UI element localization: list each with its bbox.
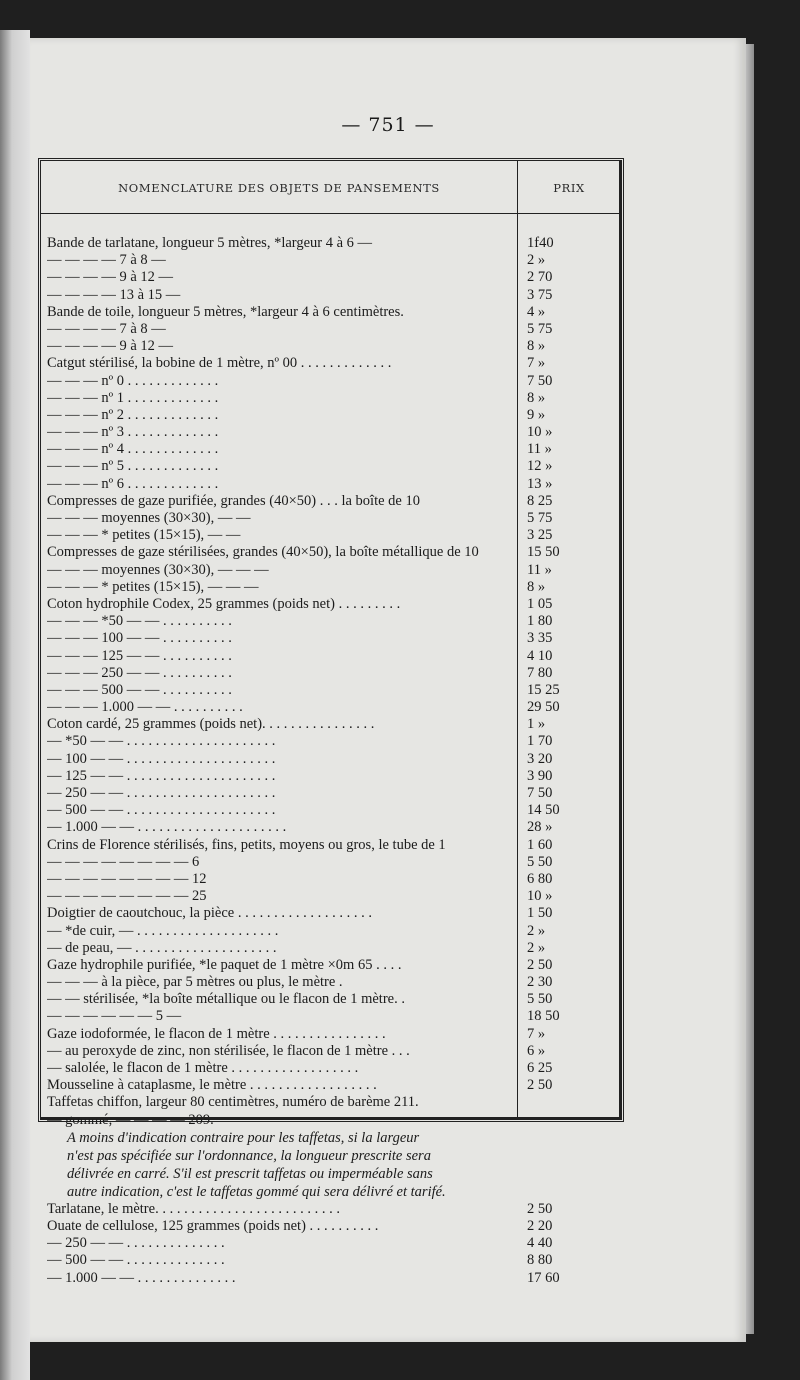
item-description: Taffetas chiffon, largeur 80 centimètres, numéro de barème 211.: [47, 1094, 419, 1111]
table-row: [47, 768, 617, 785]
item-description: — 500 — — . . . . . . . . . . . . . .: [47, 1252, 225, 1269]
item-price: 3 35: [527, 630, 553, 647]
item-description: Crins de Florence stérilisés, fins, petits, moyens ou gros, le tube de 1: [47, 836, 446, 853]
item-description: Doigtier de caoutchouc, la pièce . . . . . . . . . . . . . . . . . . .: [47, 905, 372, 922]
item-description: — 1.000 — — . . . . . . . . . . . . . .: [47, 1269, 236, 1286]
item-price: 2 20: [527, 1217, 553, 1234]
item-price: 1 70: [527, 733, 553, 750]
item-description: — — — moyennes (30×30), — — —: [47, 561, 269, 578]
table-row: [47, 1060, 617, 1077]
item-description: — — — — — — — — 25: [47, 888, 207, 905]
item-description: — — — — — — — — 6: [47, 853, 200, 870]
item-price: 1 50: [527, 905, 553, 922]
table-row: [47, 458, 617, 475]
item-description: — 500 — — . . . . . . . . . . . . . . . . . . . . .: [47, 802, 276, 819]
table-row: [47, 1235, 617, 1252]
table-row: [47, 819, 617, 836]
item-price: 8 »: [527, 578, 546, 595]
item-price: 3 20: [527, 750, 553, 767]
item-price: 10 »: [527, 424, 553, 441]
table-row: [47, 373, 617, 390]
item-price: 3 75: [527, 286, 553, 303]
item-description: Ouate de cellulose, 125 grammes (poids net) . . . . . . . . . .: [47, 1217, 379, 1234]
table-row: [47, 854, 617, 871]
table-row: [47, 1026, 617, 1043]
item-description: — de peau, — . . . . . . . . . . . . . . . . . . . .: [47, 939, 277, 956]
item-description: A moins d'indication contraire pour les taffetas, si la largeur: [67, 1129, 420, 1146]
table-row: [47, 957, 617, 974]
item-description: — — — 500 — — . . . . . . . . . .: [47, 681, 232, 698]
item-price: 15 50: [527, 544, 560, 561]
table-row: [47, 648, 617, 665]
item-price: 8 25: [527, 492, 553, 509]
item-description: — — — nº 5 . . . . . . . . . . . . .: [47, 458, 219, 475]
table-row: [47, 733, 617, 750]
table-row: [47, 630, 617, 647]
item-price: 18 50: [527, 1008, 560, 1025]
item-description: Coton cardé, 25 grammes (poids net). . . . . . . . . . . . . . . .: [47, 716, 375, 733]
item-description: Compresses de gaze purifiée, grandes (40×50) . . . la boîte de 10: [47, 492, 420, 509]
item-price: 10 »: [527, 888, 553, 905]
item-description: — — — * petites (15×15), — — —: [47, 578, 259, 595]
item-description: — au peroxyde de zinc, non stérilisée, le flacon de 1 mètre . . .: [47, 1042, 410, 1059]
table-row: [47, 1043, 617, 1060]
item-price: 7 »: [527, 1025, 546, 1042]
item-price: 2 »: [527, 939, 546, 956]
table-row: [47, 665, 617, 682]
table-row: [47, 1008, 617, 1025]
note-line: [47, 1183, 617, 1201]
item-description: — — — — 7 à 8 —: [47, 320, 166, 337]
table-row: [47, 579, 617, 596]
item-price: 8 »: [527, 338, 546, 355]
table-row: [47, 510, 617, 527]
table-row: [47, 287, 617, 304]
table-row: [47, 441, 617, 458]
table-row: [47, 407, 617, 424]
item-description: — — — — — — — — 12: [47, 870, 207, 887]
table-row: [47, 544, 617, 561]
item-description: — — — — 7 à 8 —: [47, 252, 166, 269]
item-price: 2 50: [527, 1077, 553, 1094]
item-description: — salolée, le flacon de 1 mètre . . . . . . . . . . . . . . . . . .: [47, 1060, 359, 1076]
item-price: 12 »: [527, 458, 553, 475]
item-price: 17 60: [527, 1269, 560, 1286]
table-row: [47, 802, 617, 819]
item-price: 4 »: [527, 303, 546, 320]
item-description: — 125 — — . . . . . . . . . . . . . . . . . . . . .: [47, 767, 276, 784]
table-row: [47, 1252, 617, 1269]
item-description: — — — 125 — — . . . . . . . . . .: [47, 647, 232, 664]
item-price: 2 50: [527, 1200, 553, 1217]
item-description: Catgut stérilisé, la bobine de 1 mètre, nº 00 . . . . . . . . . . . . .: [47, 355, 392, 372]
page-number: — 751 —: [341, 114, 435, 136]
table-row: [47, 1270, 617, 1287]
item-price: 1f40: [527, 235, 554, 251]
item-description: Gaze hydrophile purifiée, *le paquet de 1 mètre ×0m 65 . . . .: [47, 956, 402, 973]
item-description: — — — *50 — — . . . . . . . . . .: [47, 613, 232, 630]
item-description: — — — nº 4 . . . . . . . . . . . . .: [47, 441, 219, 458]
table-row: [47, 837, 617, 854]
item-price: 13 »: [527, 475, 553, 492]
item-price: 2 30: [527, 974, 553, 991]
item-price: 7 50: [527, 785, 553, 801]
item-price: 6 25: [527, 1060, 553, 1076]
item-description: Bande de tarlatane, longueur 5 mètres, *largeur 4 à 6 —: [47, 235, 373, 251]
item-price: 1 05: [527, 595, 553, 612]
table-row: [47, 905, 617, 922]
item-description: — — — nº 3 . . . . . . . . . . . . .: [47, 424, 219, 441]
table-row: [47, 527, 617, 544]
table-row: [47, 785, 617, 802]
item-description: — — stérilisée, *la boîte métallique ou le flacon de 1 mètre. .: [47, 991, 405, 1008]
table-row: [47, 476, 617, 493]
column-header-nomenclature: NOMENCLATURE DES OBJETS DE PANSEMENTS: [118, 181, 440, 195]
table-row: [47, 1201, 617, 1218]
item-description: Gaze iodoformée, le flacon de 1 mètre . . . . . . . . . . . . . . . .: [47, 1025, 386, 1042]
item-price: 3 90: [527, 767, 553, 784]
table-row: [47, 493, 617, 510]
page-edge-shadow: [746, 44, 754, 1334]
table-row: [47, 1112, 617, 1129]
table-row: [47, 269, 617, 286]
table-body: [47, 235, 617, 1287]
item-price: 28 »: [527, 819, 553, 836]
item-description: — — — — 9 à 12 —: [47, 338, 174, 355]
item-price: 11 »: [527, 441, 552, 458]
note-line: [47, 1129, 617, 1147]
item-price: 9 »: [527, 406, 546, 423]
item-price: 5 75: [527, 510, 553, 526]
item-description: n'est pas spécifiée sur l'ordonnance, la longueur prescrite sera: [67, 1147, 431, 1164]
item-price: 2 70: [527, 269, 553, 286]
table-row: [47, 974, 617, 991]
item-description: — 100 — — . . . . . . . . . . . . . . . . . . . . .: [47, 750, 276, 767]
item-price: 4 40: [527, 1235, 553, 1252]
item-description: — — — — — — 5 —: [47, 1008, 182, 1025]
item-description: — — — 100 — — . . . . . . . . . .: [47, 630, 232, 647]
item-description: autre indication, c'est le taffetas gommé qui sera délivré et tarifé.: [67, 1183, 446, 1200]
item-price: 8 »: [527, 389, 546, 406]
item-description: — — — 250 — — . . . . . . . . . .: [47, 664, 232, 681]
header-divider: [41, 213, 621, 214]
table-row: [47, 596, 617, 613]
table-row: [47, 871, 617, 888]
table-row: [47, 888, 617, 905]
table-row: [47, 1077, 617, 1094]
table-row: [47, 562, 617, 579]
facing-page-edge: [0, 30, 30, 1380]
item-price: 2 50: [527, 956, 553, 973]
item-price: 5 50: [527, 991, 553, 1008]
item-price: 6 80: [527, 870, 553, 887]
item-description: — — — — 9 à 12 —: [47, 269, 174, 286]
item-description: Compresses de gaze stérilisées, grandes (40×50), la boîte métallique de 10: [47, 544, 479, 561]
table-row: [47, 321, 617, 338]
item-price: 1 »: [527, 716, 546, 733]
item-price: 2 »: [527, 922, 546, 939]
table-row: [47, 424, 617, 441]
item-description: — — — nº 6 . . . . . . . . . . . . .: [47, 475, 219, 492]
item-description: Tarlatane, le mètre. . . . . . . . . . . . . . . . . . . . . . . . . .: [47, 1200, 340, 1217]
table-row: [47, 1094, 617, 1111]
table-row: [47, 355, 617, 372]
item-price: 14 50: [527, 802, 560, 819]
table-row: [47, 682, 617, 699]
table-row: [47, 390, 617, 407]
table-row: [47, 923, 617, 940]
column-header-prix: PRIX: [553, 181, 585, 195]
item-description: — *50 — — . . . . . . . . . . . . . . . . . . . . .: [47, 733, 276, 750]
item-price: 7 80: [527, 664, 553, 681]
item-description: — — — à la pièce, par 5 mètres ou plus, le mètre .: [47, 974, 343, 991]
item-price: 1 60: [527, 836, 553, 853]
item-description: — 1.000 — — . . . . . . . . . . . . . . . . . . . . .: [47, 819, 287, 836]
item-price: 6 »: [527, 1042, 546, 1059]
item-price: 8 80: [527, 1252, 553, 1269]
item-description: — *de cuir, — . . . . . . . . . . . . . . . . . . . .: [47, 922, 279, 939]
table-row: [47, 699, 617, 716]
item-description: — — — 1.000 — — . . . . . . . . . .: [47, 699, 243, 716]
note-line: [47, 1147, 617, 1165]
table-row: [47, 338, 617, 355]
item-price: 5 50: [527, 853, 553, 870]
note-line: [47, 1165, 617, 1183]
table-row: [47, 252, 617, 269]
item-price: 11 »: [527, 561, 552, 578]
book-page: [30, 38, 746, 1342]
item-price: 15 25: [527, 681, 560, 698]
item-price: 4 10: [527, 647, 553, 664]
item-description: — — — * petites (15×15), — —: [47, 527, 241, 544]
item-price: 1 80: [527, 613, 553, 630]
item-description: — — — nº 2 . . . . . . . . . . . . .: [47, 406, 219, 423]
table-row: [47, 1218, 617, 1235]
item-description: — — — — 13 à 15 —: [47, 286, 181, 303]
item-description: délivrée en carré. S'il est prescrit taffetas ou imperméable sans: [67, 1165, 433, 1182]
table-row: [47, 991, 617, 1008]
item-price: 3 25: [527, 527, 553, 544]
table-row: [47, 613, 617, 630]
price-table: [38, 158, 624, 1286]
item-price: 7 50: [527, 372, 553, 389]
table-row: [47, 751, 617, 768]
table-row: [47, 940, 617, 957]
item-description: — — — nº 0 . . . . . . . . . . . . .: [47, 372, 219, 389]
item-price: 2 »: [527, 252, 546, 269]
item-price: 29 50: [527, 699, 560, 716]
item-description: Bande de toile, longueur 5 mètres, *largeur 4 à 6 centimètres.: [47, 303, 404, 320]
item-price: 5 75: [527, 320, 553, 337]
table-row: [47, 304, 617, 321]
item-description: — gommé, — — — — 209.: [47, 1111, 214, 1128]
item-description: Coton hydrophile Codex, 25 grammes (poids net) . . . . . . . . .: [47, 595, 401, 612]
item-description: — — — nº 1 . . . . . . . . . . . . .: [47, 389, 219, 406]
item-description: — 250 — — . . . . . . . . . . . . . . . . . . . . .: [47, 785, 276, 801]
table-row: [47, 235, 617, 252]
table-row: [47, 716, 617, 733]
item-price: 7 »: [527, 355, 546, 372]
item-description: Mousseline à cataplasme, le mètre . . . . . . . . . . . . . . . . . .: [47, 1077, 377, 1094]
item-description: — 250 — — . . . . . . . . . . . . . .: [47, 1235, 225, 1252]
item-description: — — — moyennes (30×30), — —: [47, 510, 251, 526]
